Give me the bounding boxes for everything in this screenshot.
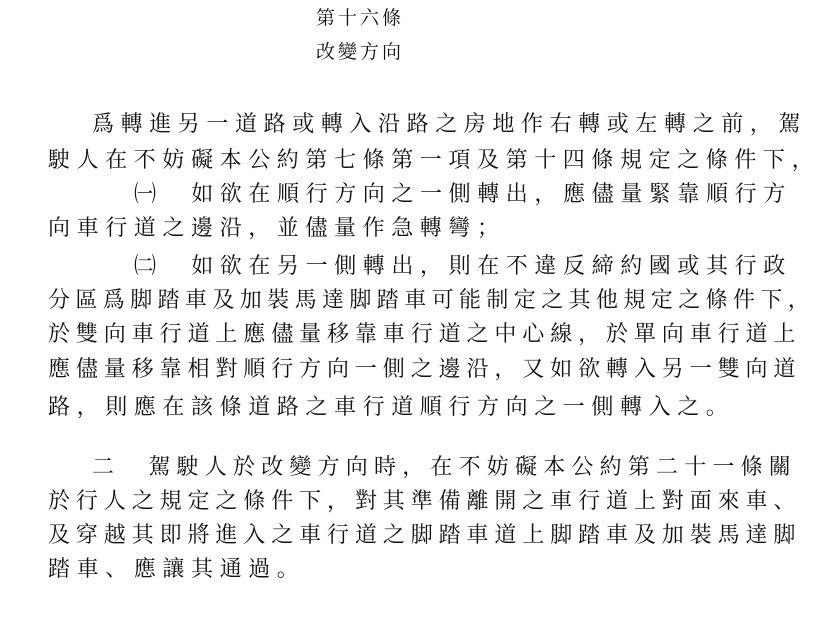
- item-1-line-2: 向車行道之邊沿，並儘量作急轉彎；: [48, 216, 506, 241]
- paragraph-2-line-3: 及穿越其即將進入之車行道之脚踏車道上脚踏車及加裝馬達脚: [48, 523, 802, 548]
- paragraph-2-line-2: 於行人之規定之條件下，對其準備離開之車行道上對面來車、: [48, 489, 802, 514]
- article-number: 第十六條: [315, 7, 404, 29]
- paragraph-1-line-2: 駛人在不妨礙本公約第七條第一項及第十四條規定之條件下，: [48, 148, 820, 173]
- item-2-line-4: 應儘量移靠相對順行方向一側之邊沿，又如欲轉入另一雙向道: [48, 357, 802, 382]
- paragraph-2-line-1: 二 駕駛人於改變方向時，在不妨礙本公約第二十一條關: [92, 455, 798, 480]
- item-1-line-1: ㈠ 如欲在順行方向之一側轉出，應儘量緊靠順行方: [134, 182, 792, 207]
- item-2-line-5: 路，則應在該條道路之車行道順行方向之一側轉入之。: [48, 395, 735, 420]
- paragraph-2-line-4: 踏車、應讓其通過。: [48, 557, 306, 582]
- item-2-line-3: 於雙向車行道上應儘量移靠車行道之中心線，於單向車行道上: [48, 322, 802, 347]
- paragraph-1-line-1: 爲轉進另一道路或轉入沿路之房地作右轉或左轉之前，駕: [92, 112, 808, 137]
- item-2-line-2: 分區爲脚踏車及加裝馬達脚踏車可能制定之其他規定之條件下，: [48, 288, 816, 313]
- item-2-line-1: ㈡ 如欲在另一側轉出，則在不違反締約國或其行政: [134, 254, 792, 279]
- article-title: 改變方向: [315, 41, 404, 63]
